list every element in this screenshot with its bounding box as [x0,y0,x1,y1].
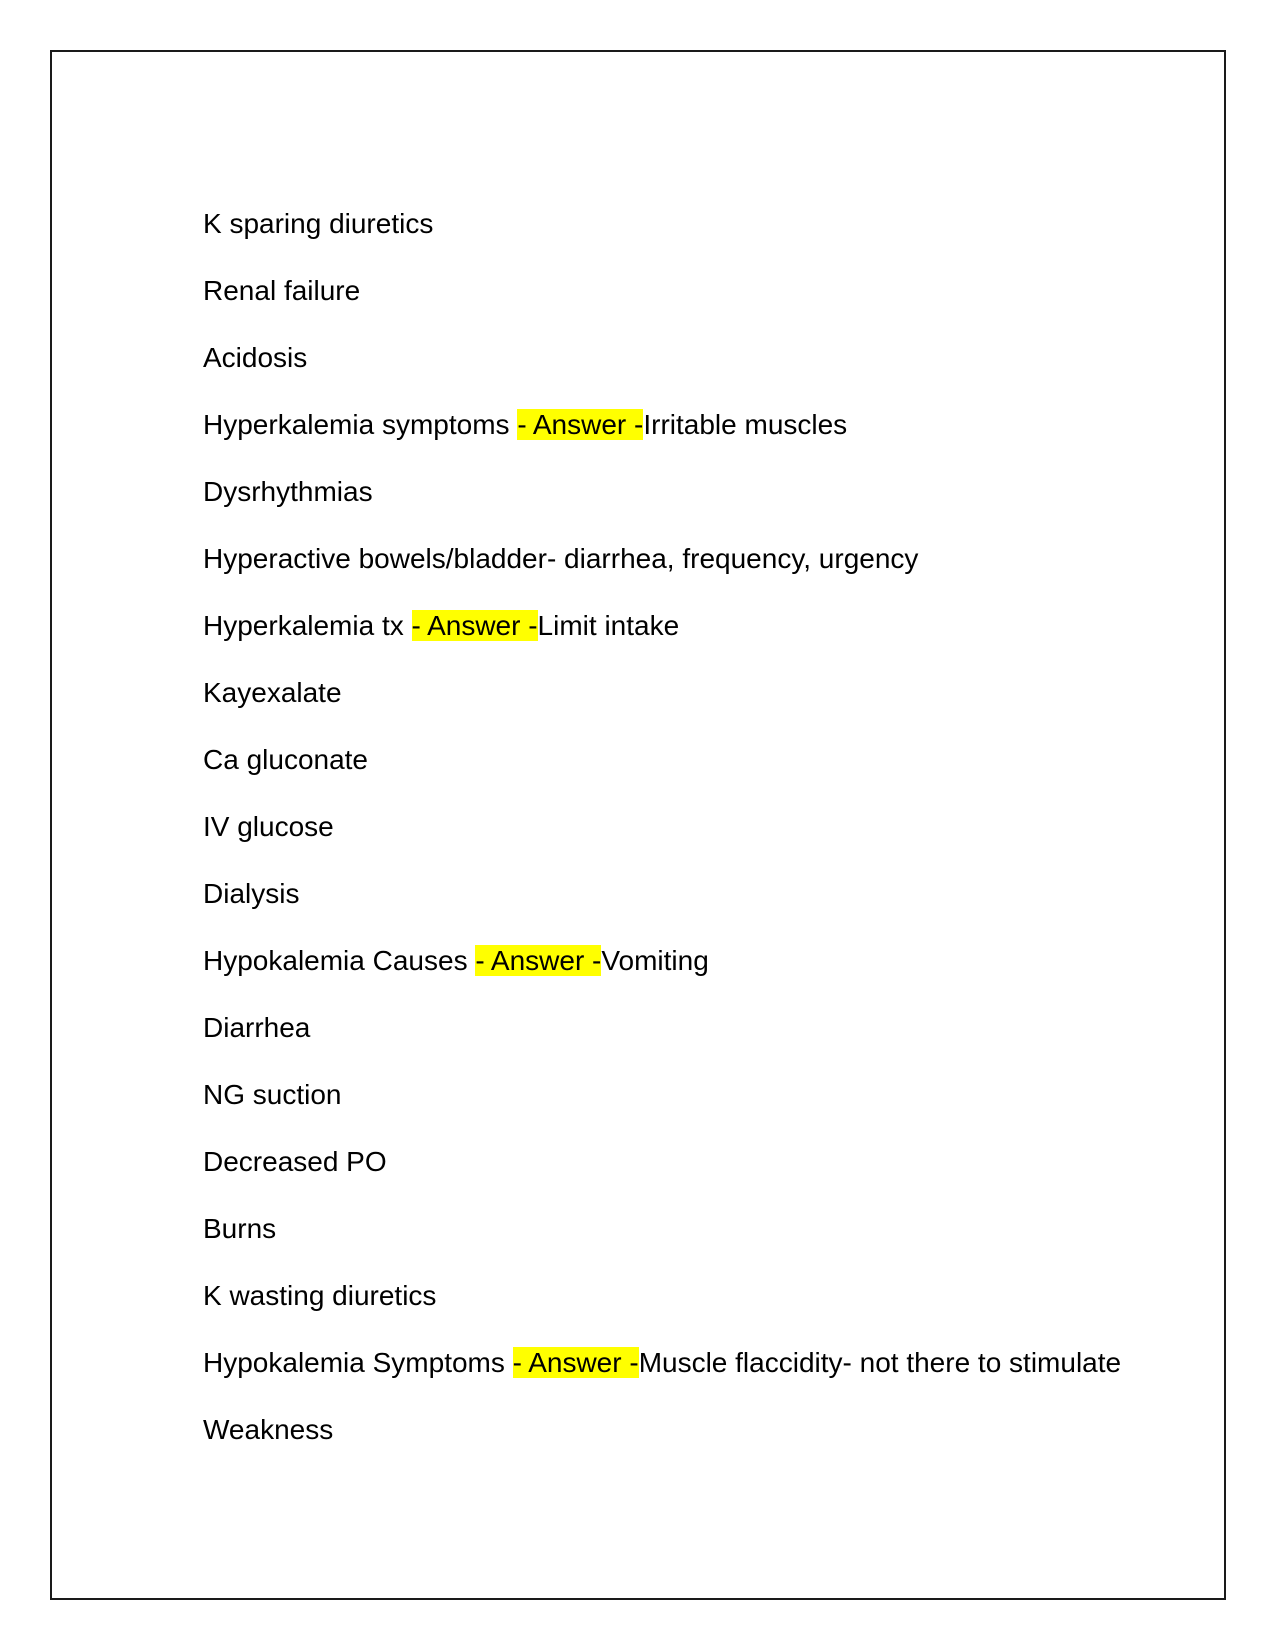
answer-marker: - Answer - [475,945,602,976]
text-line: Diarrhea [203,1012,311,1043]
answer-marker: - Answer - [512,1347,639,1378]
text-line: Ca gluconate [203,744,369,775]
text-line: Burns [203,1213,277,1244]
text-line: Weakness [203,1414,334,1445]
text-line: K sparing diuretics [203,208,434,239]
question-text: Hypokalemia Symptoms [203,1347,513,1378]
text-line: Renal failure [203,275,361,306]
answer-text: Irritable muscles [643,409,848,440]
text-line: Hyperactive bowels/bladder- diarrhea, frequency, urgency [203,543,919,574]
question-text: Hyperkalemia tx [203,610,412,641]
answer-marker: - Answer - [411,610,538,641]
question-text: Hyperkalemia symptoms [203,409,518,440]
text-line: K wasting diuretics [203,1280,437,1311]
text-line: Decreased PO [203,1146,387,1177]
text-line: Dysrhythmias [203,476,373,507]
question-text: Hypokalemia Causes [203,945,476,976]
text-line: IV glucose [203,811,334,842]
answer-text: Limit intake [537,610,680,641]
page-frame [50,50,1226,1600]
qa-line [203,401,1163,448]
answer-marker: - Answer - [517,409,644,440]
answer-text: Muscle flaccidity- not there to stimulate [638,1347,1122,1378]
text-line: Dialysis [203,878,300,909]
text-line: Kayexalate [203,677,342,708]
document-body [203,200,1163,1473]
answer-text: Vomiting [601,945,709,976]
qa-line [203,937,1163,984]
text-line: Acidosis [203,342,308,373]
qa-line [203,1339,1163,1386]
qa-line [203,602,1163,649]
text-line: NG suction [203,1079,342,1110]
